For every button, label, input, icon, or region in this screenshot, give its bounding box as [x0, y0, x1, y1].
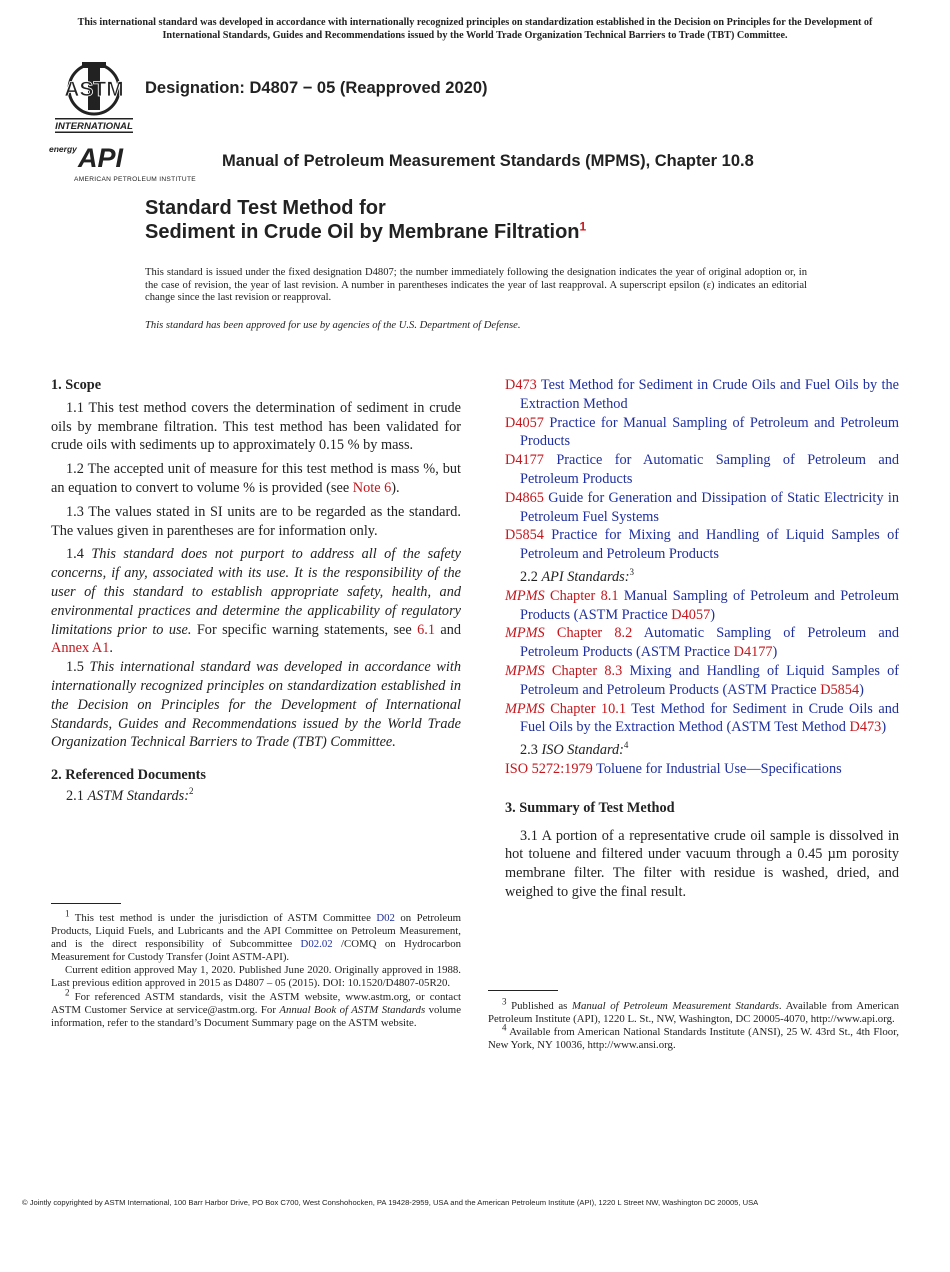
astm-reference-item — [505, 414, 899, 452]
astm-ref-code-link[interactable]: D5854 — [505, 527, 544, 544]
iso-5272-link[interactable]: ISO 5272:1979 — [505, 760, 593, 777]
top-notice: This international standard was developed in accordance with internationally recognized principles on standardization established in the Decision on Principles for the Development of International Standards, Guides and Recommendations issued by the World Trade Organization Technical Barriers to Trade (TBT) Committee. — [77, 17, 873, 41]
para-1-3: 1.3 The values stated in SI units are to be regarded as the standard. The values given in parentheses are for information only. — [51, 503, 461, 539]
astm-logo-text: ASTM — [64, 78, 124, 101]
api-energy-text: energy — [49, 144, 77, 154]
para-1-1: 1.1 This test method covers the determination of sediment in crude oils by membrane filtration. This test method has been validated for crude oils with sediments up to approximately 0.15 % by mass. — [51, 399, 461, 454]
subcommittee-d02-02-link[interactable]: D02.02 — [300, 938, 333, 951]
para-1-2: 1.2 The accepted unit of measure for this test method is mass %, but an equation to convert to volume % is provided (see Note 6). — [51, 461, 461, 496]
para-1-5: 1.5 This international standard was developed in accordance with internationally recognized principles on standardization established in the Decision on Principles for the Development of International Standards, Guides and Recommendations issued by the World Trade Organization Technical Barriers to Trade (TBT) Committee. — [51, 659, 461, 751]
astm-reference-item — [505, 451, 899, 489]
copyright-notice: © Jointly copyrighted by ASTM International, 100 Barr Harbor Drive, PO Box C700, West Conshohocken, PA 19428-2959, USA and the American Petroleum Institute (API), 1220 L Street NW, Washington DC 20005, USA — [22, 1198, 759, 1207]
issuance-statement: This standard is issued under the fixed designation D4807; the number immediately following the designation indicates the year of original adoption or, in the case of revision, the year of last revision. A number in parentheses indicates the year of last reapproval. A superscript epsilon (ε) indicates an editorial change since the last revision or reapproval. — [145, 267, 807, 304]
mpms-chapter-title-link[interactable]: Automatic Sampling of Petroleum and Petroleum Products (ASTM Practice — [520, 625, 899, 661]
title-line-2: Sediment in Crude Oil by Membrane Filtration$^1$ — [145, 219, 587, 243]
astm-ref-code-link[interactable]: D4865 — [505, 489, 544, 506]
mpms-chapter-link[interactable]: Chapter 8.3 — [551, 662, 623, 679]
mpms-chapter-link[interactable]: Chapter 8.1 — [550, 587, 619, 604]
title-footnote-link[interactable]: 1 — [579, 219, 587, 234]
astm-reference-item — [505, 489, 899, 527]
title-line-1: Standard Test Method for — [145, 197, 386, 219]
mpms-chapter-title-link[interactable]: Manual Sampling of Petroleum and Petroleum Products (ASTM Practice — [520, 587, 899, 623]
mpms-label: MPMS — [505, 662, 545, 679]
api-institute-text: AMERICAN PETROLEUM INSTITUTE — [74, 176, 196, 183]
astm-ref-title-link[interactable]: Practice for Automatic Sampling of Petroleum and Petroleum Products — [520, 452, 900, 487]
section-3-heading: 3. Summary of Test Method — [505, 799, 675, 816]
astm-reference-list — [505, 376, 899, 564]
footnote-1-edition: Current edition approved May 1, 2020. Published June 2020. Originally approved in 1988. Last previous edition approved in 2015 as D4807 – 05 (2015). DOI: 10.1520/D4807-05R20. — [51, 964, 461, 990]
section-1-heading: 1. Scope — [51, 377, 102, 393]
footnote-3: $^3$ Published as Manual of Petroleum Measurement Standards. Available from American Petroleum Institute (API), 1220 L. St., NW, Washington, DC 20005-4070, http://www.api.org. — [488, 996, 899, 1026]
para-2-2: 2.2 API Standards:$^3$ — [520, 567, 634, 585]
document-title — [145, 196, 586, 244]
footnotes-right — [488, 990, 899, 1052]
designation: Designation: D4807 − 05 (Reapproved 2020) — [145, 79, 488, 97]
api-reference-item: MPMS Chapter 8.2 Automatic Sampling of Petroleum and Petroleum Products (ASTM Practice D4177) — [505, 625, 899, 661]
astm-equivalent-link[interactable]: D473 — [849, 719, 882, 736]
astm-equivalent-link[interactable]: D4177 — [733, 644, 773, 661]
committee-d02-link[interactable]: D02 — [376, 912, 395, 924]
annex-a1-link[interactable]: Annex A1 — [51, 640, 110, 657]
astm-logo — [52, 56, 136, 134]
astm-international-text: INTERNATIONAL — [55, 121, 133, 132]
section-2-heading: 2. Referenced Documents — [51, 767, 206, 784]
astm-reference-item — [505, 526, 899, 564]
mpms-label: MPMS — [505, 587, 545, 604]
astm-ref-code-link[interactable]: D4057 — [505, 414, 544, 431]
mpms-chapter-link[interactable]: Chapter 10.1 — [550, 700, 626, 717]
right-column — [505, 376, 899, 902]
astm-ref-code-link[interactable]: D4177 — [505, 452, 544, 469]
footnote-4: $^4$ Available from American National Standards Institute (ANSI), 25 W. 43rd St., 4th Floor, New York, NY 10036, http://www.ansi.org. — [488, 1022, 899, 1052]
api-logo — [48, 140, 213, 184]
api-reference-item: MPMS Chapter 8.3 Mixing and Handling of Liquid Samples of Petroleum and Petroleum Products (ASTM Practice D5854) — [505, 662, 900, 698]
astm-equivalent-link[interactable]: D4057 — [671, 606, 711, 623]
para-1-4: 1.4 This standard does not purport to address all of the safety concerns, if any, associated with its use. It is the responsibility of the user of this standard to establish appropriate safety, health, and environmental practices and determine the applicability of regulatory limitations prior to use. For specific warning statements, see 6.1 and Annex A1. — [51, 546, 462, 657]
para-3-1: 3.1 A portion of a representative crude oil sample is dissolved in hot toluene and filtered under vacuum through a 0.45 µm porosity membrane filter. The filter with residue is washed, dried, and weighed to give the final result. — [505, 827, 899, 900]
footnote-1: $^1$ This test method is under the jurisdiction of ASTM Committee D02 on Petroleum Products, Liquid Fuels, and Lubricants and the API Committee on Petroleum Measurement, and is the direct responsibility of Subcommittee D02.02 /COMQ on Hydrocarbon Measurement for Custody Transfer (Joint ASTM-API). — [51, 908, 461, 964]
api-reference-item: MPMS Chapter 10.1 Test Method for Sediment in Crude Oils and Fuel Oils by the Extraction Method (ASTM Test Method D473) — [505, 700, 899, 736]
mpms-label: MPMS — [505, 700, 545, 717]
mpms-chapter-title: Manual of Petroleum Measurement Standards (MPMS), Chapter 10.8 — [222, 152, 754, 170]
left-column — [51, 376, 461, 806]
astm-ref-title-link[interactable]: Guide for Generation and Dissipation of Static Electricity in Petroleum Fuel Systems — [520, 489, 899, 525]
mpms-chapter-title-link[interactable]: Mixing and Handling of Liquid Samples of Petroleum and Petroleum Products (ASTM Practice — [520, 662, 900, 698]
para-2-1: 2.1 ASTM Standards:$^2$ — [66, 786, 194, 804]
api-reference-item: MPMS Chapter 8.1 Manual Sampling of Petroleum and Petroleum Products (ASTM Practice D4057) — [505, 587, 899, 623]
para-2-3: 2.3 ISO Standard:$^4$ — [520, 740, 629, 759]
footnote-rule-left — [51, 903, 121, 904]
defense-statement: This standard has been approved for use by agencies of the U.S. Department of Defense. — [145, 320, 521, 331]
mpms-chapter-title-link[interactable]: Test Method for Sediment in Crude Oils and Fuel Oils by the Extraction Method (ASTM Test Method — [520, 700, 899, 736]
astm-ref-title-link[interactable]: Practice for Manual Sampling of Petroleum and Petroleum Products — [520, 414, 899, 450]
iso-5272-title-link[interactable]: Toluene for Industrial Use—Specifications — [596, 760, 842, 777]
mpms-chapter-link[interactable]: Chapter 8.2 — [556, 625, 633, 642]
note-6-link[interactable]: Note 6 — [352, 479, 392, 496]
api-logo-text: API — [78, 143, 124, 173]
iso-reference — [505, 760, 899, 779]
astm-ref-title-link[interactable]: Test Method for Sediment in Crude Oils and Fuel Oils by the Extraction Method — [520, 377, 899, 412]
astm-ref-code-link[interactable]: D473 — [505, 377, 537, 393]
astm-reference-item — [505, 376, 899, 414]
footnote-2: $^2$ For referenced ASTM standards, visit the ASTM website, www.astm.org, or contact ASTM Customer Service at service@astm.org. For Annual Book of ASTM Standards volume information, refer to the standard’s Document Summary page on the ASTM website. — [51, 986, 461, 1029]
footnotes-left — [51, 903, 461, 1030]
section-6-1-link[interactable]: 6.1 — [417, 621, 435, 638]
astm-ref-title-link[interactable]: Practice for Mixing and Handling of Liquid Samples of Petroleum and Petroleum Products — [520, 527, 899, 563]
api-reference-list — [505, 587, 899, 737]
footnote-rule-right — [488, 990, 558, 991]
astm-equivalent-link[interactable]: D5854 — [820, 681, 860, 698]
mpms-label: MPMS — [505, 625, 545, 642]
